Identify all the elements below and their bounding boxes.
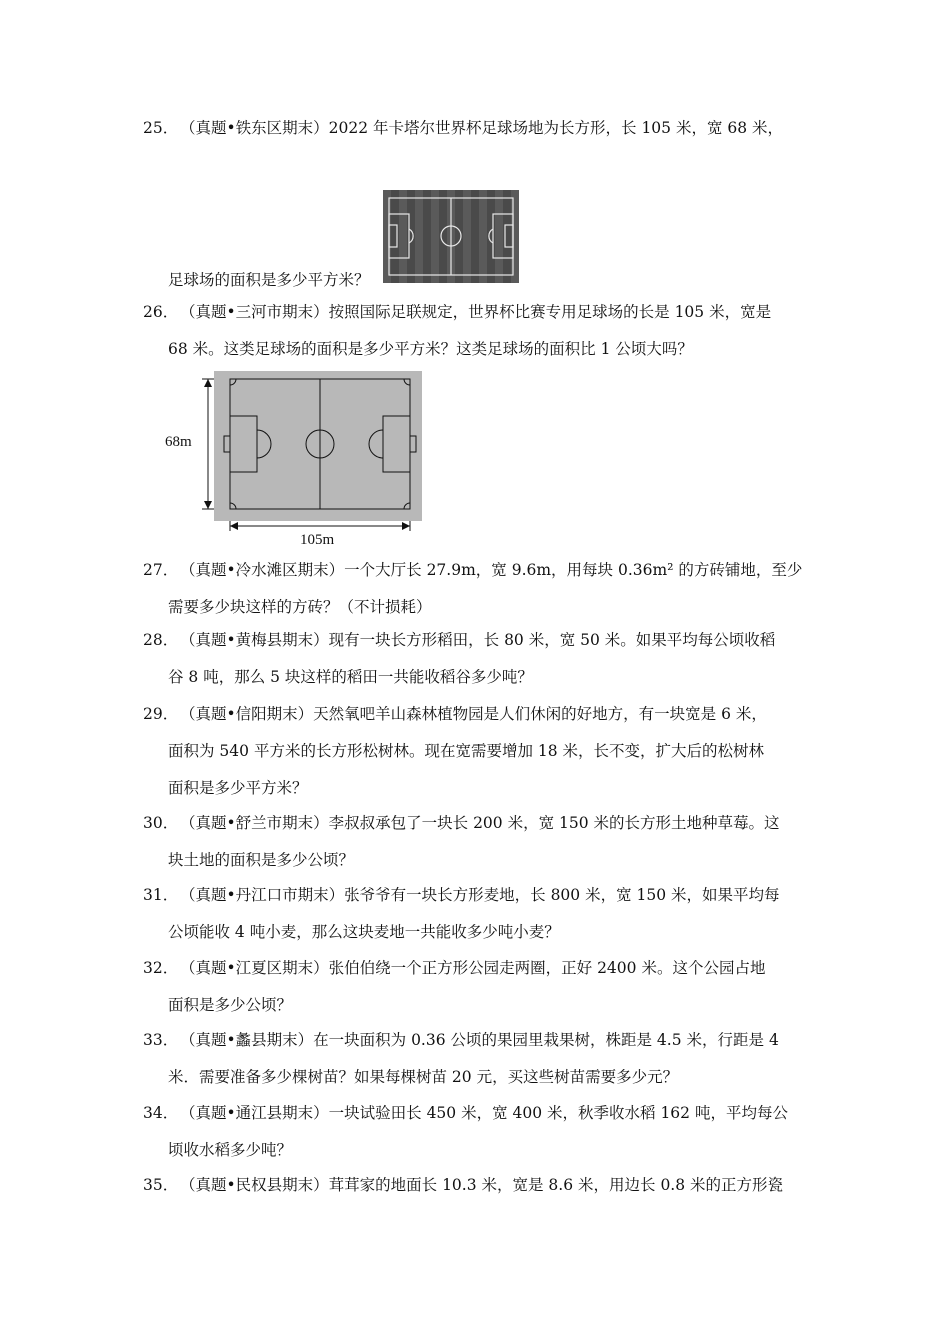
question-number: 32． (143, 959, 179, 977)
question-number: 29． (143, 705, 179, 723)
question-text: 块土地的面积是多少公顷？ (168, 851, 355, 869)
question-text: 68 米。这类足球场的面积是多少平方米？这类足球场的面积比 1 公顷大吗？ (168, 340, 693, 358)
question-text: （真题•江夏区期末）张伯伯绕一个正方形公园走两圈，正好 2400 米。这个公园占地 (180, 959, 766, 977)
question-text: （真题•铁东区期末）2022 年卡塔尔世界杯足球场地为长方形，长 105 米，宽 68 米， (180, 119, 784, 137)
question-text: （真题•民权县期末）茸茸家的地面长 10.3 米，宽是 8.6 米，用边长 0.8 米的正方形瓷 (180, 1176, 784, 1194)
question-text: （真题•信阳期末）天然氧吧羊山森林植物园是人们休闲的好地方，有一块宽是 6 米， (180, 705, 767, 723)
question-text: 足球场的面积是多少平方米？ (168, 271, 370, 289)
soccer-field-diagram (160, 368, 430, 548)
question-number: 27． (143, 561, 179, 579)
question-text: 面积为 540 平方米的长方形松树林。现在宽需要增加 18 米，长不变，扩大后的松树林 (168, 742, 765, 760)
question-text: 谷 8 吨，那么 5 块这样的稻田一共能收稻谷多少吨？ (168, 668, 533, 686)
question-number: 26． (143, 303, 179, 321)
question-text: （真题•黄梅县期末）现有一块长方形稻田，长 80 米，宽 50 米。如果平均每公顷收稻 (180, 631, 776, 649)
question-text: （真题•冷水滩区期末）一个大厅长 27.9m，宽 9.6m，用每块 0.36m² 的方砖铺地，至少 (180, 561, 803, 579)
question-number: 28． (143, 631, 179, 649)
height-label: 68m (165, 434, 192, 450)
question-text: 面积是多少平方米？ (168, 779, 308, 797)
question-text: 顷收水稻多少吨？ (168, 1141, 293, 1159)
question-text: 公顷能收 4 吨小麦，那么这块麦地一共能收多少吨小麦？ (168, 923, 560, 941)
question-text: （真题•丹江口市期末）张爷爷有一块长方形麦地，长 800 米，宽 150 米，如果平均每 (180, 886, 780, 904)
question-number: 35． (143, 1176, 179, 1194)
question-text: 需要多少块这样的方砖？（不计损耗） (168, 598, 432, 616)
question-number: 25． (143, 119, 179, 137)
soccer-field-photo (383, 190, 519, 283)
question-text: （真题•三河市期末）按照国际足联规定，世界杯比赛专用足球场的长是 105 米，宽是 (180, 303, 772, 321)
length-label: 105m (300, 532, 335, 548)
question-text: （真题•蠡县期末）在一块面积为 0.36 公顷的果园里栽果树，株距是 4.5 米，行距是 4 (180, 1031, 779, 1049)
question-number: 30． (143, 814, 179, 832)
question-text: （真题•通江县期末）一块试验田长 450 米，宽 400 米，秋季收水稻 162 吨，平均每公 (180, 1104, 788, 1122)
question-number: 33． (143, 1031, 179, 1049)
question-number: 31． (143, 886, 179, 904)
question-text: 米．需要准备多少棵树苗？如果每棵树苗 20 元，买这些树苗需要多少元？ (168, 1068, 679, 1086)
question-number: 34． (143, 1104, 179, 1122)
question-text: 面积是多少公顷？ (168, 996, 293, 1014)
question-text: （真题•舒兰市期末）李叔叔承包了一块长 200 米，宽 150 米的长方形土地种草莓。这 (180, 814, 780, 832)
